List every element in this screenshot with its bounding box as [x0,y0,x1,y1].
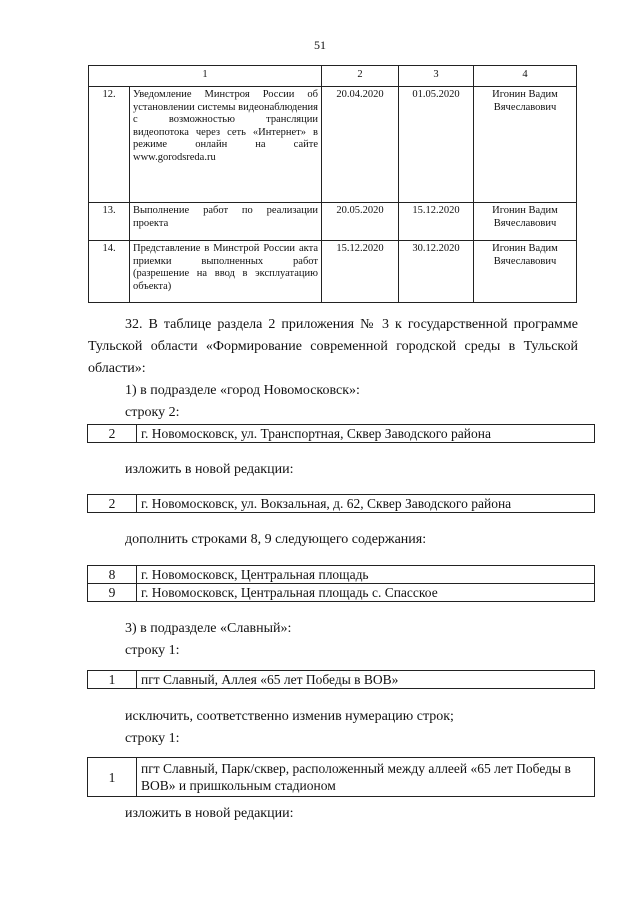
add-rows-label: дополнить строками 8, 9 следующего содержания: [125,532,427,547]
paragraph-32: 32. В таблице раздела 2 приложения № 3 к государственной программе Тульской области «Формирование современной городской среды в Тульской области»: [88,317,578,376]
restate-label-2: изложить в новой редакции: [125,806,294,821]
row-number: 14. [89,241,130,303]
row-address: г. Новомосковск, ул. Транспортная, Сквер Заводского района [137,425,595,443]
row-number: 13. [89,203,130,241]
row-number: 1 [88,758,137,797]
row-1-label: строку 1: [125,643,180,658]
row-start-date: 20.05.2020 [322,203,399,241]
row-number: 9 [88,584,137,602]
table-row [88,566,595,584]
exclude-label: исключить, соответственно изменив нумерацию строк; [125,709,454,724]
page-number: 51 [314,38,326,52]
subsection-slavny: 3) в подразделе «Славный»: [125,621,292,636]
subsection-novomoskovsk: 1) в подразделе «город Новомосковск»: [125,383,360,398]
row-address: г. Новомосковск, Центральная площадь [137,566,595,584]
table-row [88,495,595,513]
table-row [89,241,577,303]
row-description: Уведомление Минстроя России об установлении системы видеонаблюдения с возможностью трансляции видеопотока через сеть «Интернет» в режиме онлайн на сайте www.gorodsreda.ru [130,87,322,203]
table-row [88,758,595,797]
row-end-date: 30.12.2020 [399,241,474,303]
table-row [88,584,595,602]
row-number: 2 [88,425,137,443]
old-row-2-table [87,424,595,443]
table-row [89,203,577,241]
row-address: г. Новомосковск, Центральная площадь с. Спасское [137,584,595,602]
table-row [89,87,577,203]
slavny-row-1b-table [87,757,595,797]
row-address: пгт Славный, Аллея «65 лет Победы в ВОВ» [137,671,595,689]
row-number: 1 [88,671,137,689]
row-end-date: 01.05.2020 [399,87,474,203]
row-number: 12. [89,87,130,203]
row-start-date: 20.04.2020 [322,87,399,203]
row-description: Выполнение работ по реализации проекта [130,203,322,241]
row-responsible: Игонин Вадим Вячеславович [474,87,577,203]
slavny-row-1-table [87,670,595,689]
table-row [88,425,595,443]
header-col-1: 1 [89,66,322,87]
header-col-3: 3 [399,66,474,87]
row-description: Представление в Минстрой России акта приемки выполненных работ (разрешение на ввод в эксплуатацию объекта) [130,241,322,303]
row-responsible: Игонин Вадим Вячеславович [474,203,577,241]
schedule-table [88,65,577,303]
row-number: 8 [88,566,137,584]
row-start-date: 15.12.2020 [322,241,399,303]
new-row-2-table [87,494,595,513]
row-end-date: 15.12.2020 [399,203,474,241]
row-2-label: строку 2: [125,405,180,420]
added-rows-table [87,565,595,602]
row-responsible: Игонин Вадим Вячеславович [474,241,577,303]
row-1-label-2: строку 1: [125,731,180,746]
header-col-2: 2 [322,66,399,87]
restate-label-1: изложить в новой редакции: [125,462,294,477]
row-number: 2 [88,495,137,513]
row-address: г. Новомосковск, ул. Вокзальная, д. 62, Сквер Заводского района [137,495,595,513]
table-row [88,671,595,689]
header-col-4: 4 [474,66,577,87]
row-address: пгт Славный, Парк/сквер, расположенный между аллеей «65 лет Победы в ВОВ» и пришкольным стадионом [137,758,595,797]
table-header-row [89,66,577,87]
